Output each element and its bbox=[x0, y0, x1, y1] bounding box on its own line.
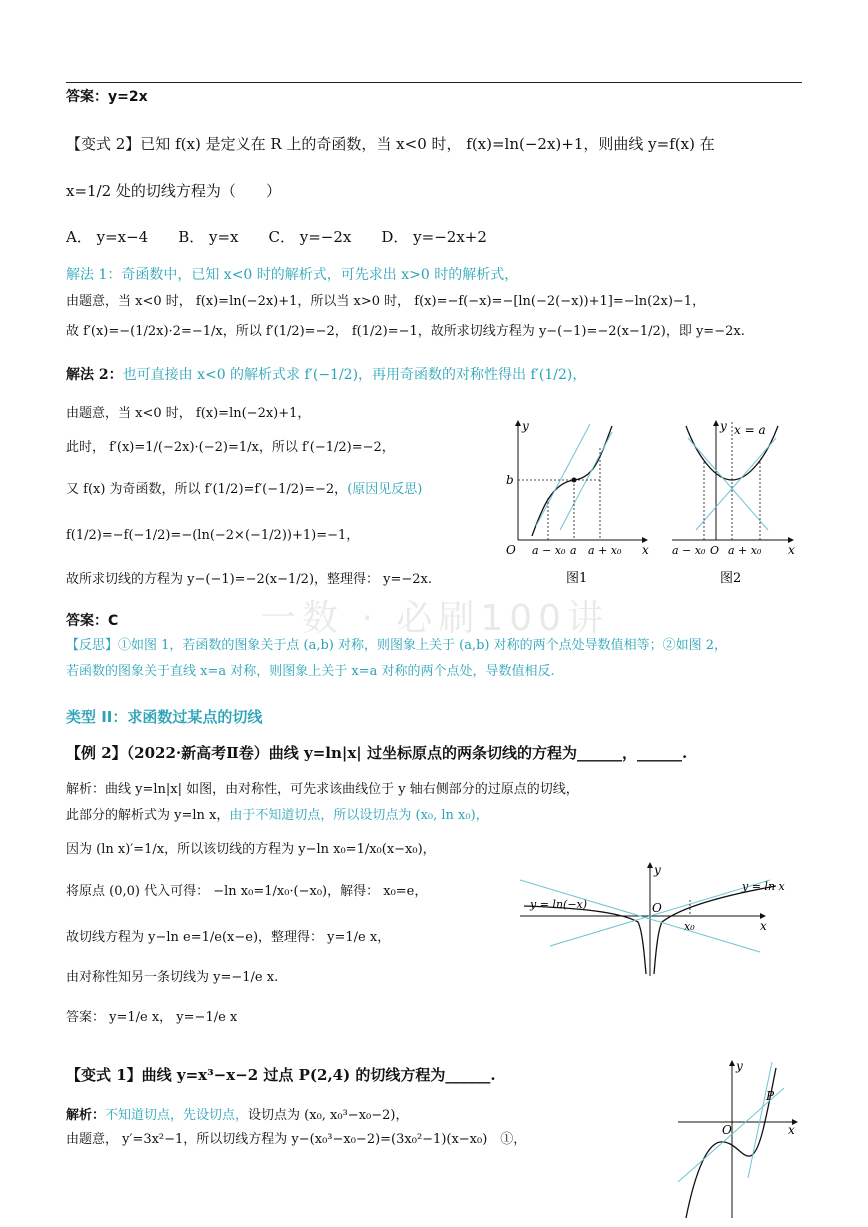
figure-1 bbox=[502, 418, 652, 598]
fig3-right-label: y = ln x bbox=[742, 880, 785, 893]
method2-label: 解法 2： bbox=[66, 367, 123, 383]
figure-3 bbox=[520, 860, 800, 980]
fig2-tangent-left bbox=[688, 438, 768, 530]
fig2-sym-label: x = a bbox=[734, 423, 766, 437]
watermark: 一数 · 必刷100讲 bbox=[260, 598, 610, 639]
fig4-y-label: y bbox=[736, 1059, 743, 1073]
see-reflection-note: (原因见反思) bbox=[347, 482, 423, 497]
example2-step3: 将原点 (0,0) 代入可得： −ln x₀=1/x₀·(−x₀)，解得： x₀=e， bbox=[66, 884, 428, 899]
fig1-b-label: b bbox=[506, 473, 514, 487]
method2-step2: 此时， f′(x)=1/(−2x)·(−2)=1/x，所以 f′(−1/2)=−2， bbox=[66, 440, 395, 455]
fig4-x-label: x bbox=[788, 1123, 795, 1137]
method1-step2: 故 f′(x)=−(1/2x)·2=−1/x，所以 f′(1/2)=−2， f(1/2)=−1，故所求切线方程为 y−(−1)=−2(x−1/2)，即 y=−2x. bbox=[66, 324, 745, 339]
fig2-tick-2: O bbox=[710, 544, 720, 557]
top-rule bbox=[66, 82, 802, 83]
example2-step2: 因为 (ln x)′=1/x，所以该切线的方程为 y−ln x₀=1/x₀(x−x₀)， bbox=[66, 842, 436, 857]
fig3-x0-label: x₀ bbox=[684, 920, 695, 933]
answer-prev: 答案：y=2x bbox=[66, 89, 148, 105]
variant2-question: 【变式 2】已知 f(x) 是定义在 R 上的奇函数，当 x<0 时， f(x)=ln(−2x)+1，则曲线 y=f(x) 在 bbox=[66, 135, 715, 153]
fig4-y-arrow bbox=[729, 1060, 735, 1066]
example2-question: 【例 2】（2022·新高考Ⅱ卷）曲线 y=ln|x| 过坐标原点的两条切线的方程为______，______. bbox=[66, 744, 688, 762]
fig1-center-point bbox=[572, 478, 577, 483]
fig2-caption: 图2 bbox=[720, 571, 742, 586]
fig2-x-label: x bbox=[788, 543, 795, 557]
fig1-caption: 图1 bbox=[566, 571, 588, 586]
fig1-tick-2: a bbox=[570, 544, 577, 557]
answer-c: 答案：C bbox=[66, 613, 119, 629]
variant2-question-cont: x=1/2 处的切线方程为（ ） bbox=[66, 182, 281, 200]
example2-step5: 由对称性知另一条切线为 y=−1/e x. bbox=[66, 970, 279, 985]
variant1-analysis: 解析：不知道切点，先设切点，设切点为 (x₀, x₀³−x₀−2)， bbox=[66, 1108, 409, 1123]
fig1-y-label: y bbox=[522, 419, 529, 433]
fig2-tick-1: a − x₀ bbox=[672, 544, 706, 557]
method2-step1: 由题意，当 x<0 时， f(x)=ln(−2x)+1， bbox=[66, 406, 311, 421]
variant1-hint: 不知道切点，先设切点， bbox=[105, 1108, 249, 1123]
example2-step1: 此部分的解析式为 y=ln x，由于不知道切点，所以设切点为 (x₀, ln x₀)， bbox=[66, 808, 489, 823]
fig4-p-label: P bbox=[766, 1089, 775, 1103]
method2-hint bbox=[66, 364, 586, 384]
tangent-point-hint: 由于不知道切点，所以设切点为 (x₀, ln x₀)， bbox=[229, 808, 489, 823]
reflection-1: 【反思】①如图 1，若函数的图象关于点 (a,b) 对称，则图象上关于 (a,b) 对称的两个点处导数值相等；②如图 2， bbox=[66, 638, 728, 653]
fig2-tangent-right bbox=[696, 438, 776, 530]
fig1-tick-3: a + x₀ bbox=[588, 544, 622, 557]
fig4-origin: O bbox=[722, 1123, 732, 1137]
fig1-tick-1: a − x₀ bbox=[532, 544, 566, 557]
fig1-x-label: x bbox=[642, 543, 649, 557]
method1-hint: 解法 1：奇函数中，已知 x<0 时的解析式，可先求出 x>0 时的解析式， bbox=[66, 267, 519, 283]
figure-4 bbox=[672, 1058, 812, 1223]
fig3-y-label: y bbox=[654, 863, 661, 877]
fig2-tick-3: a + x₀ bbox=[728, 544, 762, 557]
fig3-left-label: y = ln(−x) bbox=[530, 898, 588, 911]
method2-step4: f(1/2)=−f(−1/2)=−(ln(−2×(−1/2))+1)=−1， bbox=[66, 528, 360, 543]
fig3-origin: O bbox=[652, 901, 662, 915]
variant1-question: 【变式 1】曲线 y=x³−x−2 过点 P(2,4) 的切线方程为______. bbox=[66, 1066, 496, 1084]
section-heading: 类型 II：求函数过某点的切线 bbox=[66, 708, 263, 726]
example2-step4: 故切线方程为 y−ln e=1/e(x−e)，整理得： y=1/e x， bbox=[66, 930, 391, 945]
method2-step5: 故所求切线的方程为 y−(−1)=−2(x−1/2)，整理得： y=−2x. bbox=[66, 572, 433, 587]
example2-answer: 答案： y=1/e x， y=−1/e x bbox=[66, 1010, 238, 1025]
reflection-2: 若函数的图象关于直线 x=a 对称，则图象上关于 x=a 对称的两个点处，导数值相反. bbox=[66, 664, 555, 679]
fig2-y-label: y bbox=[720, 419, 727, 433]
fig1-origin: O bbox=[506, 543, 516, 557]
method1-step1: 由题意，当 x<0 时， f(x)=ln(−2x)+1，所以当 x>0 时， f(x)=−f(−x)=−[ln(−2(−x))+1]=−ln(2x)−1， bbox=[66, 294, 706, 309]
variant1-step1: 由题意， y′=3x²−1，所以切线方程为 y−(x₀³−x₀−2)=(3x₀²−1)(x−x₀) ①， bbox=[66, 1132, 527, 1147]
method2-step3: 又 f(x) 为奇函数，所以 f′(1/2)=f′(−1/2)=−2，(原因见反思) bbox=[66, 482, 423, 497]
fig3-curve-right bbox=[654, 886, 776, 974]
fig1-y-arrow bbox=[515, 420, 521, 426]
fig2-y-arrow bbox=[713, 420, 719, 426]
fig3-x-label: x bbox=[760, 919, 767, 933]
fig1-tangent-left bbox=[536, 424, 590, 526]
fig4-curve bbox=[686, 1068, 776, 1218]
method2-hint-text: 也可直接由 x<0 的解析式求 f′(−1/2)，再用奇函数的对称性得出 f′(1/2)， bbox=[122, 367, 587, 383]
figure-2 bbox=[668, 418, 798, 598]
fig3-y-arrow bbox=[647, 862, 653, 868]
example2-analysis: 解析：曲线 y=ln|x| 如图，由对称性，可先求该曲线位于 y 轴右侧部分的过原点的切线， bbox=[66, 782, 579, 797]
variant2-options: A． y=x−4 B． y=x C． y=−2x D． y=−2x+2 bbox=[66, 228, 487, 246]
fig4-tangent-2 bbox=[748, 1062, 772, 1178]
